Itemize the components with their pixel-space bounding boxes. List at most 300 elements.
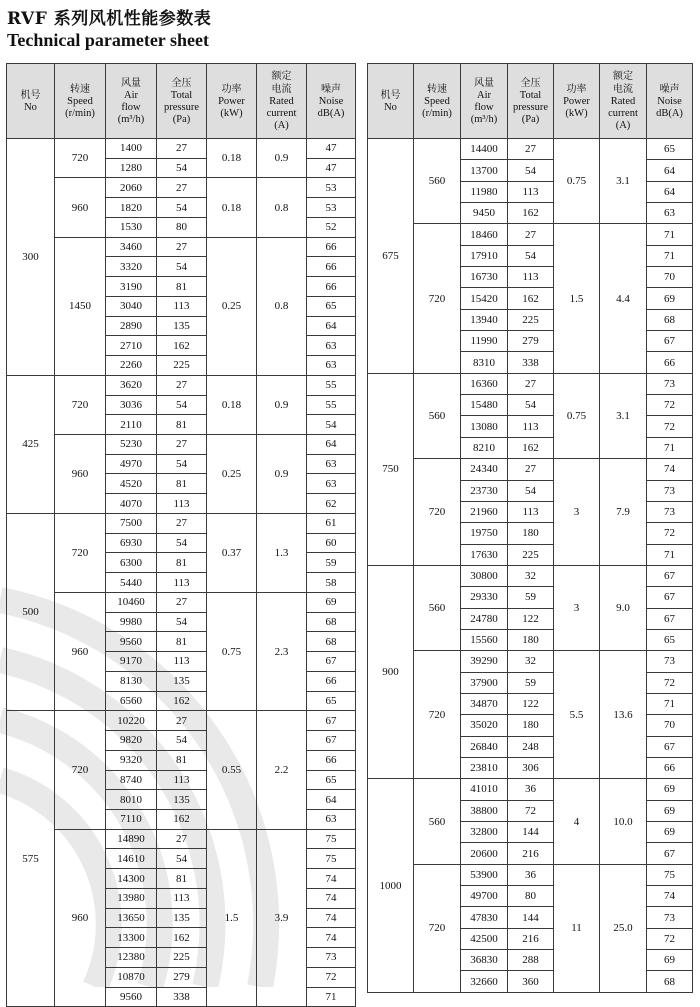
noise-cell: 47 (307, 139, 356, 159)
noise-cell: 68 (647, 971, 693, 992)
speed-cell: 560 (414, 373, 461, 458)
pressure-cell: 27 (157, 711, 207, 731)
pressure-cell: 135 (157, 908, 207, 928)
airflow-cell: 41010 (461, 779, 508, 800)
noise-cell: 71 (647, 544, 693, 565)
pressure-cell: 162 (157, 336, 207, 356)
speed-cell: 720 (414, 459, 461, 566)
airflow-cell: 35020 (461, 715, 508, 736)
airflow-cell: 38800 (461, 800, 508, 821)
pressure-cell: 54 (157, 454, 207, 474)
noise-cell: 74 (307, 869, 356, 889)
parameter-table-left (6, 63, 356, 1007)
noise-cell: 52 (307, 217, 356, 237)
pressure-cell: 54 (508, 245, 554, 266)
pressure-cell: 81 (157, 750, 207, 770)
noise-cell: 72 (647, 928, 693, 949)
noise-cell: 73 (647, 501, 693, 522)
pressure-cell: 248 (508, 736, 554, 757)
pressure-cell: 59 (508, 587, 554, 608)
header-current: 额定 电流 Rated current (A) (600, 64, 647, 139)
model-number-cell: 425 (7, 375, 55, 513)
table-row (7, 592, 356, 612)
header-airflow: 风量 Air flow (m³/h) (461, 64, 508, 139)
airflow-cell: 14890 (106, 829, 157, 849)
current-cell: 2.3 (257, 592, 307, 710)
noise-cell: 59 (307, 553, 356, 573)
speed-cell: 560 (414, 565, 461, 650)
airflow-cell: 13300 (106, 928, 157, 948)
noise-cell: 69 (647, 288, 693, 309)
airflow-cell: 53900 (461, 864, 508, 885)
noise-cell: 61 (307, 513, 356, 533)
airflow-cell: 8010 (106, 790, 157, 810)
noise-cell: 65 (307, 296, 356, 316)
pressure-cell: 216 (508, 843, 554, 864)
airflow-cell: 49700 (461, 886, 508, 907)
noise-cell: 75 (307, 849, 356, 869)
noise-cell: 72 (647, 395, 693, 416)
header-noise: 噪声 Noise dB(A) (307, 64, 356, 139)
noise-cell: 55 (307, 375, 356, 395)
airflow-cell: 6930 (106, 533, 157, 553)
airflow-cell: 5230 (106, 435, 157, 455)
noise-cell: 72 (307, 967, 356, 987)
current-cell: 13.6 (600, 651, 647, 779)
noise-cell: 64 (647, 181, 693, 202)
pressure-cell: 180 (508, 715, 554, 736)
header-pressure: 全压 Total pressure (Pa) (508, 64, 554, 139)
pressure-cell: 162 (157, 928, 207, 948)
airflow-cell: 4520 (106, 474, 157, 494)
noise-cell: 73 (647, 373, 693, 394)
pressure-cell: 81 (157, 277, 207, 297)
airflow-cell: 1530 (106, 217, 157, 237)
airflow-cell: 10870 (106, 967, 157, 987)
noise-cell: 67 (307, 652, 356, 672)
airflow-cell: 13940 (461, 309, 508, 330)
pressure-cell: 279 (508, 331, 554, 352)
airflow-cell: 10220 (106, 711, 157, 731)
header-current: 额定 电流 Rated current (A) (257, 64, 307, 139)
current-cell: 10.0 (600, 779, 647, 864)
power-cell: 3 (554, 565, 600, 650)
table-row (368, 651, 693, 672)
noise-cell: 65 (307, 770, 356, 790)
power-cell: 0.55 (207, 711, 257, 829)
current-cell: 3.1 (600, 139, 647, 224)
pressure-cell: 162 (157, 809, 207, 829)
power-cell: 0.18 (207, 139, 257, 178)
pressure-cell: 27 (157, 237, 207, 257)
pressure-cell: 54 (157, 198, 207, 218)
noise-cell: 74 (307, 928, 356, 948)
table-row (368, 565, 693, 586)
current-cell: 1.3 (257, 513, 307, 592)
pressure-cell: 81 (157, 553, 207, 573)
noise-cell: 66 (307, 671, 356, 691)
speed-cell: 560 (414, 139, 461, 224)
pressure-cell: 113 (508, 416, 554, 437)
speed-cell: 720 (55, 711, 106, 829)
airflow-cell: 2110 (106, 415, 157, 435)
pressure-cell: 225 (157, 948, 207, 968)
pressure-cell: 122 (508, 693, 554, 714)
airflow-cell: 14400 (461, 139, 508, 160)
pressure-cell: 54 (157, 395, 207, 415)
noise-cell: 69 (307, 592, 356, 612)
airflow-cell: 3320 (106, 257, 157, 277)
pressure-cell: 27 (508, 459, 554, 480)
table-body-left (7, 139, 356, 1007)
table-header-row (7, 64, 356, 139)
airflow-cell: 32660 (461, 971, 508, 992)
pressure-cell: 162 (508, 288, 554, 309)
noise-cell: 65 (647, 139, 693, 160)
page-title-chinese: RVF 系列风机性能参数表 (7, 9, 212, 29)
pressure-cell: 81 (157, 632, 207, 652)
power-cell: 5.5 (554, 651, 600, 779)
current-cell: 7.9 (600, 459, 647, 566)
model-number-cell: 575 (7, 711, 55, 1007)
noise-cell: 69 (647, 800, 693, 821)
airflow-cell: 3036 (106, 395, 157, 415)
header-power: 功率 Power (kW) (554, 64, 600, 139)
noise-cell: 66 (307, 277, 356, 297)
noise-cell: 63 (307, 474, 356, 494)
pressure-cell: 162 (157, 691, 207, 711)
pressure-cell: 27 (157, 139, 207, 159)
airflow-cell: 6560 (106, 691, 157, 711)
airflow-cell: 8310 (461, 352, 508, 373)
noise-cell: 69 (647, 950, 693, 971)
noise-cell: 63 (307, 809, 356, 829)
airflow-cell: 17910 (461, 245, 508, 266)
table-row (368, 459, 693, 480)
airflow-cell: 21960 (461, 501, 508, 522)
pressure-cell: 27 (157, 178, 207, 198)
pressure-cell: 113 (508, 501, 554, 522)
header-model: 机号 No (368, 64, 414, 139)
airflow-cell: 47830 (461, 907, 508, 928)
noise-cell: 69 (647, 779, 693, 800)
model-number-cell: 900 (368, 565, 414, 778)
pressure-cell: 216 (508, 928, 554, 949)
power-cell: 0.75 (554, 139, 600, 224)
table-row (368, 779, 693, 800)
noise-cell: 74 (307, 888, 356, 908)
noise-cell: 66 (307, 237, 356, 257)
airflow-cell: 34870 (461, 693, 508, 714)
table-body-right (368, 139, 693, 993)
table-row (368, 373, 693, 394)
airflow-cell: 7110 (106, 809, 157, 829)
airflow-cell: 1400 (106, 139, 157, 159)
pressure-cell: 27 (508, 139, 554, 160)
speed-cell: 720 (55, 375, 106, 434)
current-cell: 0.9 (257, 435, 307, 514)
airflow-cell: 4970 (106, 454, 157, 474)
airflow-cell: 1820 (106, 198, 157, 218)
noise-cell: 63 (307, 336, 356, 356)
airflow-cell: 8740 (106, 770, 157, 790)
pressure-cell: 360 (508, 971, 554, 992)
noise-cell: 71 (647, 245, 693, 266)
table-row (7, 829, 356, 849)
noise-cell: 66 (307, 257, 356, 277)
noise-cell: 66 (647, 757, 693, 778)
current-cell: 3.1 (600, 373, 647, 458)
pressure-cell: 144 (508, 907, 554, 928)
pressure-cell: 113 (508, 181, 554, 202)
table-row (7, 711, 356, 731)
noise-cell: 53 (307, 198, 356, 218)
speed-cell: 720 (55, 513, 106, 592)
noise-cell: 73 (647, 907, 693, 928)
current-cell: 0.8 (257, 178, 307, 237)
noise-cell: 72 (647, 523, 693, 544)
noise-cell: 67 (647, 331, 693, 352)
airflow-cell: 9560 (106, 632, 157, 652)
airflow-cell: 30800 (461, 565, 508, 586)
pressure-cell: 225 (508, 309, 554, 330)
airflow-cell: 15480 (461, 395, 508, 416)
pressure-cell: 80 (508, 886, 554, 907)
airflow-cell: 14300 (106, 869, 157, 889)
noise-cell: 63 (307, 356, 356, 376)
speed-cell: 960 (55, 435, 106, 514)
pressure-cell: 54 (508, 160, 554, 181)
airflow-cell: 9820 (106, 731, 157, 751)
airflow-cell: 23810 (461, 757, 508, 778)
airflow-cell: 6300 (106, 553, 157, 573)
speed-cell: 1450 (55, 237, 106, 375)
model-number-cell: 750 (368, 373, 414, 565)
noise-cell: 70 (647, 715, 693, 736)
noise-cell: 55 (307, 395, 356, 415)
pressure-cell: 122 (508, 608, 554, 629)
pressure-cell: 113 (157, 296, 207, 316)
pressure-cell: 225 (157, 356, 207, 376)
speed-cell: 560 (414, 779, 461, 864)
power-cell: 0.75 (554, 373, 600, 458)
noise-cell: 68 (307, 632, 356, 652)
noise-cell: 74 (307, 908, 356, 928)
pressure-cell: 162 (508, 437, 554, 458)
airflow-cell: 14610 (106, 849, 157, 869)
airflow-cell: 2260 (106, 356, 157, 376)
noise-cell: 73 (647, 480, 693, 501)
noise-cell: 67 (647, 587, 693, 608)
airflow-cell: 36830 (461, 950, 508, 971)
pressure-cell: 144 (508, 822, 554, 843)
pressure-cell: 54 (157, 533, 207, 553)
airflow-cell: 9320 (106, 750, 157, 770)
airflow-cell: 11980 (461, 181, 508, 202)
model-number-cell: 1000 (368, 779, 414, 992)
pressure-cell: 27 (157, 435, 207, 455)
current-cell: 25.0 (600, 864, 647, 992)
power-cell: 0.37 (207, 513, 257, 592)
airflow-cell: 13080 (461, 416, 508, 437)
pressure-cell: 27 (157, 375, 207, 395)
speed-cell: 960 (55, 178, 106, 237)
pressure-cell: 279 (157, 967, 207, 987)
pressure-cell: 81 (157, 415, 207, 435)
speed-cell: 960 (55, 829, 106, 1007)
noise-cell: 75 (307, 829, 356, 849)
airflow-cell: 15420 (461, 288, 508, 309)
pressure-cell: 36 (508, 779, 554, 800)
pressure-cell: 225 (508, 544, 554, 565)
pressure-cell: 113 (157, 494, 207, 514)
airflow-cell: 17630 (461, 544, 508, 565)
noise-cell: 71 (647, 224, 693, 245)
noise-cell: 71 (307, 987, 356, 1007)
power-cell: 0.25 (207, 435, 257, 514)
airflow-cell: 2890 (106, 316, 157, 336)
noise-cell: 74 (647, 886, 693, 907)
header-model: 机号 No (7, 64, 55, 139)
current-cell: 0.9 (257, 375, 307, 434)
current-cell: 4.4 (600, 224, 647, 373)
pressure-cell: 338 (508, 352, 554, 373)
airflow-cell: 29330 (461, 587, 508, 608)
pressure-cell: 81 (157, 474, 207, 494)
pressure-cell: 113 (157, 573, 207, 593)
airflow-cell: 16730 (461, 267, 508, 288)
airflow-cell: 9560 (106, 987, 157, 1007)
pressure-cell: 54 (508, 395, 554, 416)
noise-cell: 72 (647, 416, 693, 437)
pressure-cell: 113 (508, 267, 554, 288)
airflow-cell: 9170 (106, 652, 157, 672)
power-cell: 11 (554, 864, 600, 992)
noise-cell: 64 (307, 435, 356, 455)
pressure-cell: 59 (508, 672, 554, 693)
noise-cell: 69 (647, 822, 693, 843)
power-cell: 0.18 (207, 178, 257, 237)
airflow-cell: 8130 (106, 671, 157, 691)
airflow-cell: 42500 (461, 928, 508, 949)
noise-cell: 74 (647, 459, 693, 480)
noise-cell: 71 (647, 693, 693, 714)
airflow-cell: 24340 (461, 459, 508, 480)
page-title-english: Technical parameter sheet (7, 30, 209, 50)
pressure-cell: 54 (157, 731, 207, 751)
speed-cell: 720 (414, 224, 461, 373)
table-row (7, 513, 356, 533)
model-number-cell: 500 (7, 513, 55, 710)
noise-cell: 64 (647, 160, 693, 181)
noise-cell: 66 (647, 352, 693, 373)
pressure-cell: 180 (508, 629, 554, 650)
pressure-cell: 180 (508, 523, 554, 544)
noise-cell: 66 (307, 750, 356, 770)
airflow-cell: 18460 (461, 224, 508, 245)
header-airflow: 风量 Air flow (m³/h) (106, 64, 157, 139)
airflow-cell: 3620 (106, 375, 157, 395)
current-cell: 0.8 (257, 237, 307, 375)
current-cell: 0.9 (257, 139, 307, 178)
parameter-table-right (367, 63, 693, 993)
noise-cell: 47 (307, 158, 356, 178)
noise-cell: 67 (647, 608, 693, 629)
current-cell: 9.0 (600, 565, 647, 650)
airflow-cell: 2060 (106, 178, 157, 198)
pressure-cell: 27 (508, 224, 554, 245)
table-row (7, 375, 356, 395)
airflow-cell: 3040 (106, 296, 157, 316)
power-cell: 0.25 (207, 237, 257, 375)
airflow-cell: 39290 (461, 651, 508, 672)
noise-cell: 65 (647, 629, 693, 650)
noise-cell: 65 (307, 691, 356, 711)
noise-cell: 67 (647, 843, 693, 864)
model-number-cell: 675 (368, 139, 414, 374)
airflow-cell: 11990 (461, 331, 508, 352)
pressure-cell: 32 (508, 565, 554, 586)
table-row (368, 139, 693, 160)
power-cell: 1.5 (554, 224, 600, 373)
header-power: 功率 Power (kW) (207, 64, 257, 139)
power-cell: 4 (554, 779, 600, 864)
pressure-cell: 288 (508, 950, 554, 971)
table-row (7, 435, 356, 455)
airflow-cell: 13650 (106, 908, 157, 928)
airflow-cell: 7500 (106, 513, 157, 533)
airflow-cell: 2710 (106, 336, 157, 356)
table-header-row (368, 64, 693, 139)
pressure-cell: 80 (157, 217, 207, 237)
pressure-cell: 113 (157, 770, 207, 790)
airflow-cell: 8210 (461, 437, 508, 458)
airflow-cell: 16360 (461, 373, 508, 394)
power-cell: 0.18 (207, 375, 257, 434)
noise-cell: 64 (307, 316, 356, 336)
airflow-cell: 15560 (461, 629, 508, 650)
table-row (7, 237, 356, 257)
noise-cell: 75 (647, 864, 693, 885)
power-cell: 1.5 (207, 829, 257, 1007)
airflow-cell: 9450 (461, 203, 508, 224)
pressure-cell: 306 (508, 757, 554, 778)
power-cell: 3 (554, 459, 600, 566)
pressure-cell: 113 (157, 652, 207, 672)
model-number-cell: 300 (7, 139, 55, 376)
pressure-cell: 27 (157, 829, 207, 849)
noise-cell: 73 (647, 651, 693, 672)
pressure-cell: 54 (157, 257, 207, 277)
table-row (7, 139, 356, 159)
airflow-cell: 26840 (461, 736, 508, 757)
header-pressure: 全压 Total pressure (Pa) (157, 64, 207, 139)
speed-cell: 720 (55, 139, 106, 178)
airflow-cell: 3460 (106, 237, 157, 257)
airflow-cell: 32800 (461, 822, 508, 843)
noise-cell: 62 (307, 494, 356, 514)
table-row (7, 178, 356, 198)
pressure-cell: 27 (157, 592, 207, 612)
pressure-cell: 113 (157, 888, 207, 908)
pressure-cell: 81 (157, 869, 207, 889)
pressure-cell: 27 (157, 513, 207, 533)
pressure-cell: 54 (157, 849, 207, 869)
noise-cell: 54 (307, 415, 356, 435)
table-row (368, 864, 693, 885)
noise-cell: 72 (647, 672, 693, 693)
pressure-cell: 135 (157, 671, 207, 691)
